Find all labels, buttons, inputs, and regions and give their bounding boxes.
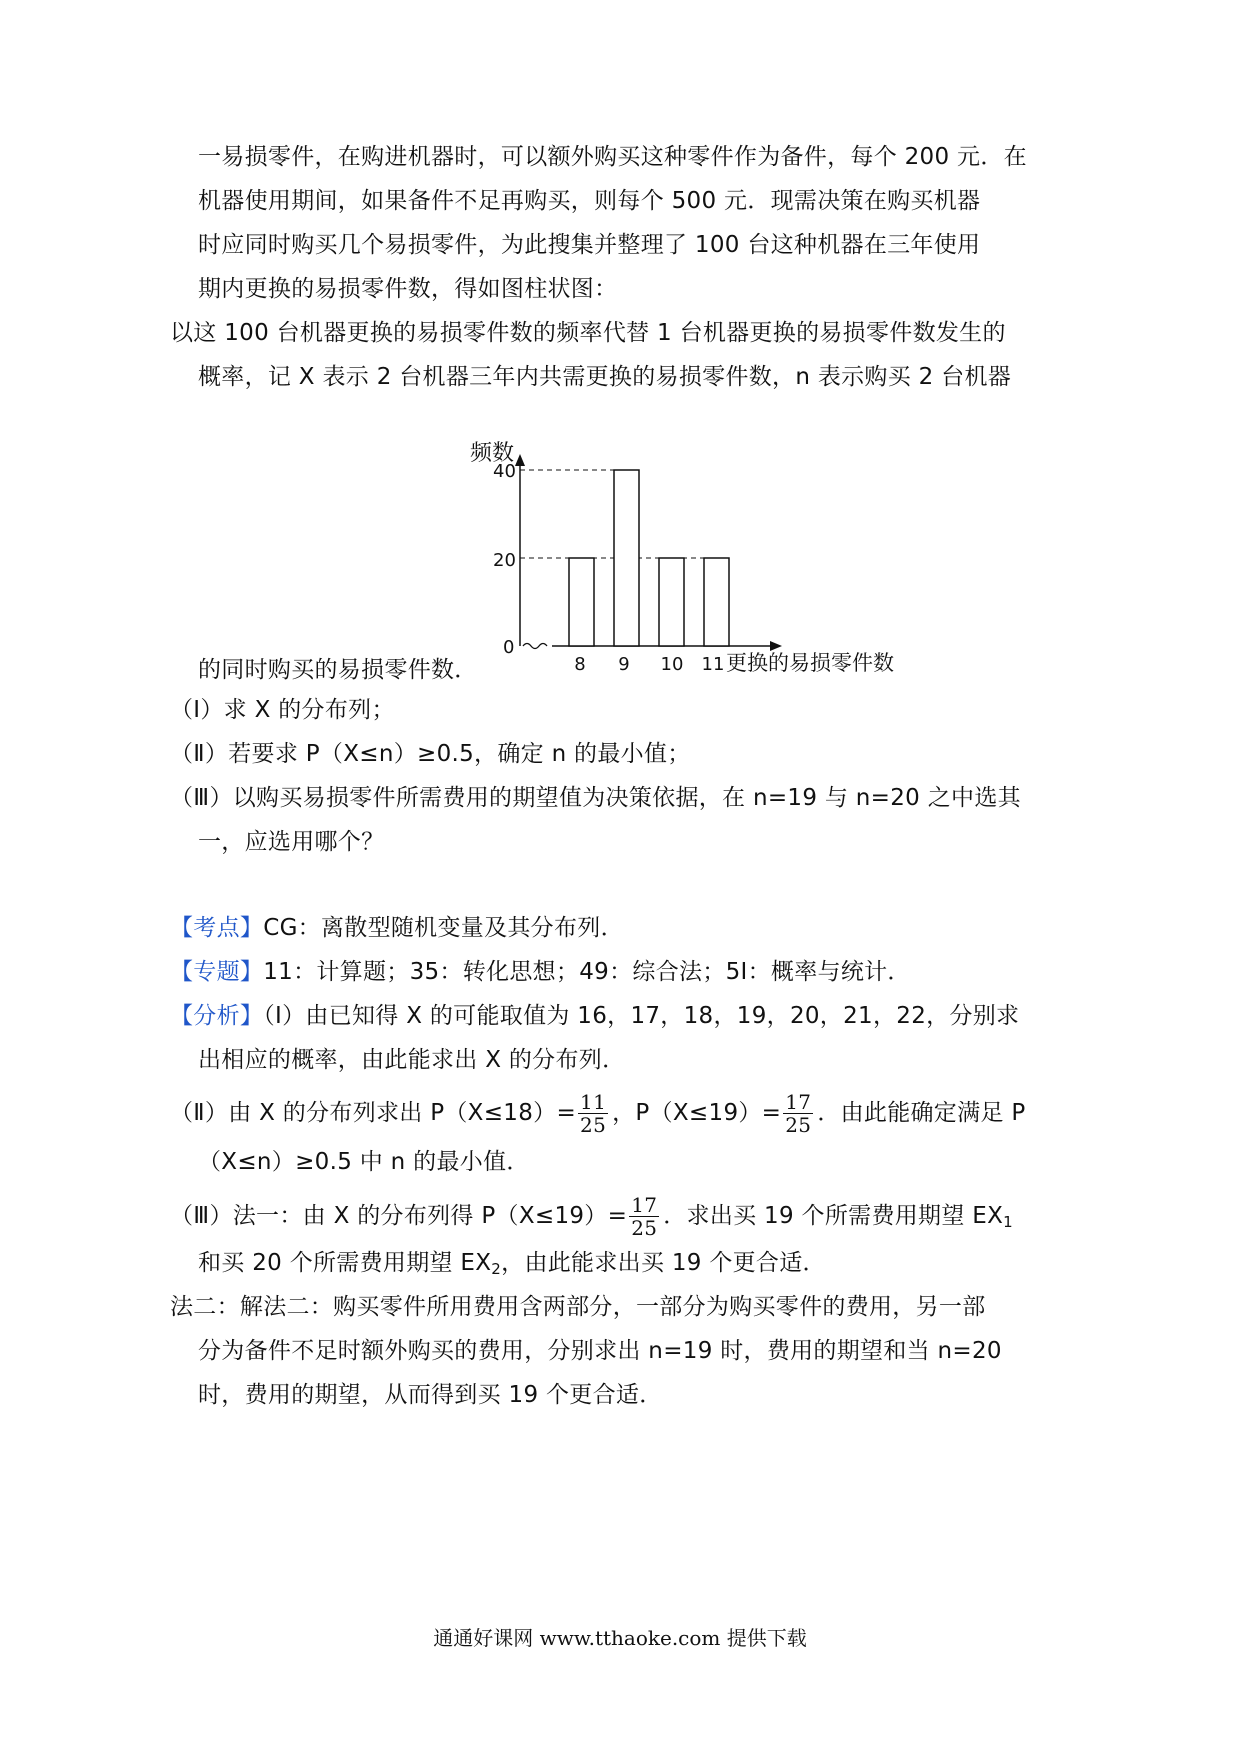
zhuanti-text: 11：计算题；35：转化思想；49：综合法；5I：概率与统计． [263,959,911,985]
x-tick-11: 11 [701,654,725,675]
part2-text-c: ．由此能确定满足 P [817,1100,1026,1126]
x-tick-10: 10 [660,654,684,675]
y-tick-20: 20 [493,550,516,571]
kaodian-tag: 【考点】 [170,915,264,941]
kaodian-line [170,913,624,943]
problem-line-3: 时应同时购买几个易损零件，为此搜集并整理了 100 台这种机器在三年使用 [198,232,981,258]
bar-10 [659,558,684,646]
problem-line-2: 机器使用期间，如果备件不足再购买，则每个 500 元．现需决策在购买机器 [198,188,981,214]
bar-8 [569,558,594,646]
part2-text-a: （Ⅱ）由 X 的分布列求出 P（X≤18）= [170,1100,577,1126]
part3-line2-text-b: ，由此能求出买 19 个更合适． [501,1250,826,1276]
bar-11 [704,558,729,646]
part2-line-1 [170,1091,1026,1136]
y-tick-40: 40 [493,461,516,482]
fenxi-text-1: （Ⅰ）由已知得 X 的可能取值为 16，17，18，19，20，21，22，分别求 [263,1003,1020,1029]
bar-chart [470,440,920,680]
y-tick-0: 0 [503,637,515,658]
part2-line-2: （X≤n）≥0.5 中 n 的最小值． [198,1149,530,1175]
x-tick-8: 8 [574,654,586,675]
fraction-17-25: $\frac{17}{25}$ [785,1090,812,1137]
part3-line-1 [170,1194,1013,1239]
question-1: （Ⅰ）求 X 的分布列； [170,697,395,723]
ex2-subscript: 2 [491,1260,502,1278]
fenxi-tag: 【分析】 [170,1003,264,1029]
svg-text:频数: 频数 [470,441,515,466]
method2-line-1: 法二：解法二：购买零件所用费用含两部分，一部分为购买零件的费用，另一部 [170,1294,986,1320]
fenxi-line-1 [170,1001,1019,1031]
part3-line-2 [198,1248,826,1284]
x-axis-label: 更换的易损零件数 [726,651,894,675]
question-3-cont: 一，应选用哪个？ [198,829,385,855]
y-axis [515,454,525,646]
fraction-17-25-b: $\frac{17}{25}$ [631,1193,658,1240]
problem-line-6: 概率，记 X 表示 2 台机器三年内共需更换的易损零件数，n 表示购买 2 台机器 [198,364,1012,390]
method2-line-2: 分为备件不足时额外购买的费用，分别求出 n=19 时，费用的期望和当 n=20 [198,1338,1002,1364]
problem-line-5: 以这 100 台机器更换的易损零件数的频率代替 1 台机器更换的易损零件数发生的 [170,320,1006,346]
problem-line-4: 期内更换的易损零件数，得如图柱状图： [198,276,618,302]
ex1-subscript: 1 [1003,1213,1013,1231]
zhuanti-tag: 【专题】 [170,959,264,985]
x-axis [523,641,782,651]
bar-9 [614,470,639,646]
part3-line2-text-a: 和买 20 个所需费用期望 EX [198,1250,492,1276]
question-3: （Ⅲ）以购买易损零件所需费用的期望值为决策依据，在 n=19 与 n=20 之中选其 [170,785,1021,811]
part2-text-b: ，P（X≤19）= [612,1100,782,1126]
kaodian-text: CG：离散型随机变量及其分布列． [263,915,624,941]
zhuanti-line [170,957,911,987]
x-tick-9: 9 [618,654,630,675]
problem-line-7: 的同时购买的易损零件数． [198,657,478,683]
question-2: （Ⅱ）若要求 P（X≤n）≥0.5，确定 n 的最小值； [170,741,691,767]
problem-line-1: 一易损零件，在购进机器时，可以额外购买这种零件作为备件，每个 200 元．在 [198,144,1027,170]
part3-text-b: ．求出买 19 个所需费用期望 EX [663,1203,1004,1229]
footer-watermark: 通通好课网 www.tthaoke.com 提供下载 [433,1626,807,1650]
fenxi-line-2: 出相应的概率，由此能求出 X 的分布列． [198,1047,626,1073]
method2-line-3: 时，费用的期望，从而得到买 19 个更合适． [198,1382,663,1408]
part3-text-a: （Ⅲ）法一：由 X 的分布列得 P（X≤19）= [170,1203,628,1229]
fraction-11-25: $\frac{11}{25}$ [580,1090,607,1137]
